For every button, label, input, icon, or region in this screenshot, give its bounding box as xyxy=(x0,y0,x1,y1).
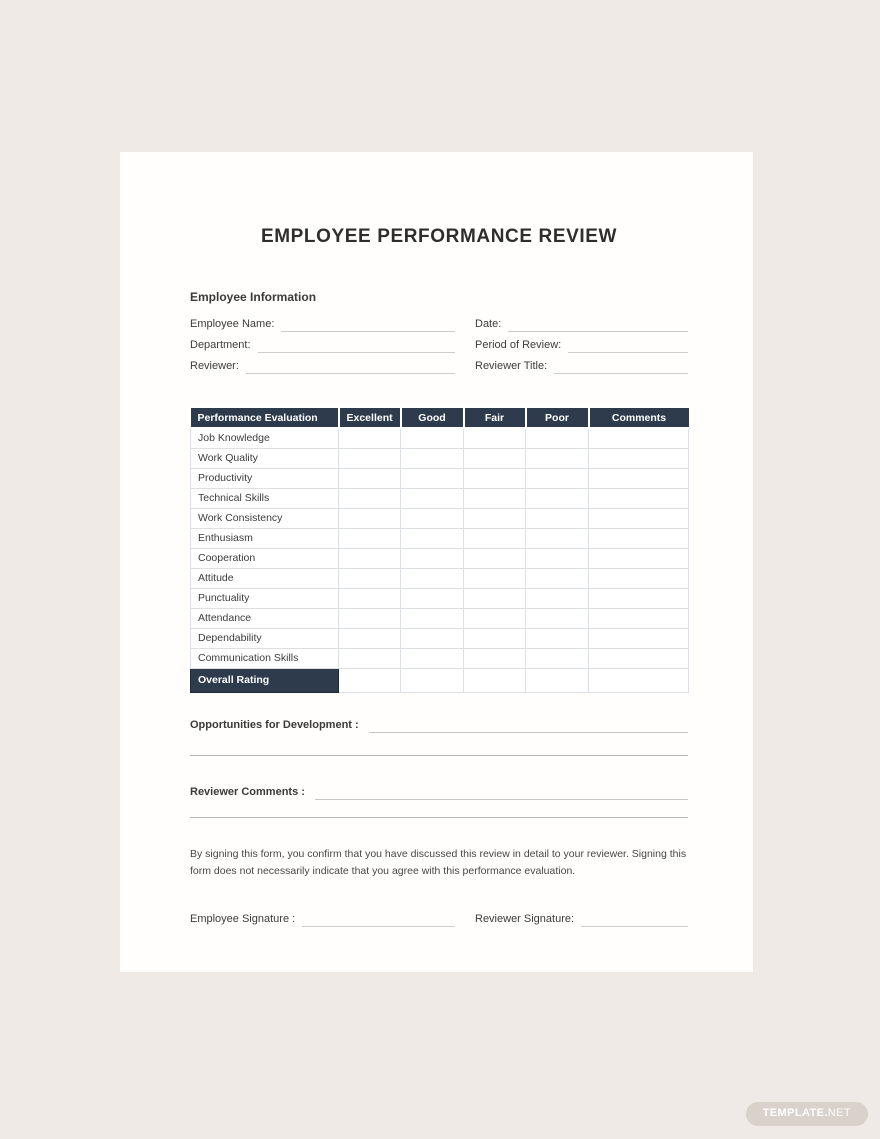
employee-signature-label: Employee Signature : xyxy=(190,913,296,926)
employee-signature-field xyxy=(190,912,455,927)
reviewer-comments-label: Reviewer Comments : xyxy=(190,785,305,798)
document-page xyxy=(120,152,753,972)
comments-cell[interactable] xyxy=(589,508,689,528)
criterion-label: Work Quality xyxy=(191,448,339,468)
evaluation-row xyxy=(191,468,689,488)
reviewer-signature-field xyxy=(475,912,688,927)
signing-disclaimer: By signing this form, you confirm that you have discussed this review in detail to your reviewer. Signing this form does not necessarily indicate that you agree with this performance evaluation. xyxy=(190,847,687,877)
reviewer-field xyxy=(190,359,455,374)
reviewer-comments-input-line-2[interactable] xyxy=(190,817,688,818)
excellent-rating-cell[interactable] xyxy=(339,548,401,568)
fair-rating-cell[interactable] xyxy=(464,668,526,692)
evaluation-row xyxy=(191,608,689,628)
excellent-rating-cell[interactable] xyxy=(339,608,401,628)
date-label: Date: xyxy=(475,318,502,330)
excellent-rating-cell[interactable] xyxy=(339,508,401,528)
watermark-brand-light: NET xyxy=(827,1107,851,1119)
template-net-watermark[interactable] xyxy=(746,1102,868,1126)
comments-cell[interactable] xyxy=(589,588,689,608)
evaluation-table-body xyxy=(191,428,689,692)
column-header-poor: Poor xyxy=(526,407,589,428)
criterion-label: Communication Skills xyxy=(191,648,339,668)
department-field xyxy=(190,338,455,353)
fair-rating-cell[interactable] xyxy=(464,428,526,448)
comments-cell[interactable] xyxy=(589,448,689,468)
comments-cell[interactable] xyxy=(589,628,689,648)
good-rating-cell[interactable] xyxy=(401,528,464,548)
period-of-review-label: Period of Review: xyxy=(475,339,562,351)
poor-rating-cell[interactable] xyxy=(526,548,589,568)
reviewer-label: Reviewer: xyxy=(190,360,239,372)
comments-cell[interactable] xyxy=(589,668,689,692)
excellent-rating-cell[interactable] xyxy=(339,488,401,508)
excellent-rating-cell[interactable] xyxy=(339,428,401,448)
reviewer-title-field xyxy=(475,359,688,374)
comments-cell[interactable] xyxy=(589,468,689,488)
field-row xyxy=(190,311,688,332)
poor-rating-cell[interactable] xyxy=(526,608,589,628)
field-row xyxy=(190,353,688,374)
excellent-rating-cell[interactable] xyxy=(339,588,401,608)
excellent-rating-cell[interactable] xyxy=(339,528,401,548)
good-rating-cell[interactable] xyxy=(401,568,464,588)
document-title: EMPLOYEE PERFORMANCE REVIEW xyxy=(260,226,618,247)
poor-rating-cell[interactable] xyxy=(526,508,589,528)
fair-rating-cell[interactable] xyxy=(464,528,526,548)
department-input-line[interactable] xyxy=(258,338,455,353)
fair-rating-cell[interactable] xyxy=(464,548,526,568)
column-header-good: Good xyxy=(401,407,464,428)
good-rating-cell[interactable] xyxy=(401,448,464,468)
development-label: Opportunities for Development : xyxy=(190,718,359,731)
good-rating-cell[interactable] xyxy=(401,588,464,608)
development-input-line-2[interactable] xyxy=(190,755,688,756)
overall-rating-row xyxy=(191,668,689,692)
good-rating-cell[interactable] xyxy=(401,548,464,568)
criterion-label: Job Knowledge xyxy=(191,428,339,448)
poor-rating-cell[interactable] xyxy=(526,588,589,608)
poor-rating-cell[interactable] xyxy=(526,668,589,692)
evaluation-table xyxy=(190,406,689,693)
column-header-performance-evaluation: Performance Evaluation xyxy=(191,407,339,428)
fair-rating-cell[interactable] xyxy=(464,648,526,668)
fair-rating-cell[interactable] xyxy=(464,468,526,488)
evaluation-row xyxy=(191,488,689,508)
column-header-excellent: Excellent xyxy=(339,407,401,428)
criterion-label: Cooperation xyxy=(191,548,339,568)
evaluation-row xyxy=(191,448,689,468)
fair-rating-cell[interactable] xyxy=(464,568,526,588)
department-label: Department: xyxy=(190,339,251,351)
poor-rating-cell[interactable] xyxy=(526,528,589,548)
reviewer-comments-input-line[interactable] xyxy=(315,786,688,800)
criterion-label: Enthusiasm xyxy=(191,528,339,548)
reviewer-title-input-line[interactable] xyxy=(554,359,688,374)
poor-rating-cell[interactable] xyxy=(526,468,589,488)
evaluation-row xyxy=(191,568,689,588)
comments-cell[interactable] xyxy=(589,548,689,568)
period-of-review-field xyxy=(475,338,688,353)
employee-information-section xyxy=(190,290,688,374)
comments-cell[interactable] xyxy=(589,488,689,508)
watermark-brand-bold: TEMPLATE. xyxy=(762,1107,828,1119)
good-rating-cell[interactable] xyxy=(401,628,464,648)
fair-rating-cell[interactable] xyxy=(464,508,526,528)
good-rating-cell[interactable] xyxy=(401,508,464,528)
evaluation-row xyxy=(191,528,689,548)
column-header-fair: Fair xyxy=(464,407,526,428)
employee-information-heading: Employee Information xyxy=(190,290,317,304)
signature-row xyxy=(190,912,688,927)
period-of-review-input-line[interactable] xyxy=(568,338,688,353)
fair-rating-cell[interactable] xyxy=(464,588,526,608)
reviewer-signature-label: Reviewer Signature: xyxy=(475,913,575,926)
date-input-line[interactable] xyxy=(508,317,688,332)
field-row xyxy=(190,332,688,353)
comments-cell[interactable] xyxy=(589,428,689,448)
date-field xyxy=(475,317,688,332)
fair-rating-cell[interactable] xyxy=(464,628,526,648)
overall-rating-label: Overall Rating xyxy=(191,668,339,692)
poor-rating-cell[interactable] xyxy=(526,488,589,508)
comments-cell[interactable] xyxy=(589,528,689,548)
good-rating-cell[interactable] xyxy=(401,648,464,668)
evaluation-row xyxy=(191,508,689,528)
employee-name-input-line[interactable] xyxy=(281,317,455,332)
good-rating-cell[interactable] xyxy=(401,608,464,628)
poor-rating-cell[interactable] xyxy=(526,448,589,468)
reviewer-comments-section xyxy=(190,786,688,818)
column-header-comments: Comments xyxy=(589,407,689,428)
reviewer-title-label: Reviewer Title: xyxy=(475,360,548,372)
excellent-rating-cell[interactable] xyxy=(339,448,401,468)
reviewer-signature-line[interactable] xyxy=(581,912,688,927)
criterion-label: Attitude xyxy=(191,568,339,588)
fair-rating-cell[interactable] xyxy=(464,488,526,508)
employee-name-label: Employee Name: xyxy=(190,318,275,330)
criterion-label: Technical Skills xyxy=(191,488,339,508)
excellent-rating-cell[interactable] xyxy=(339,648,401,668)
fair-rating-cell[interactable] xyxy=(464,608,526,628)
poor-rating-cell[interactable] xyxy=(526,428,589,448)
good-rating-cell[interactable] xyxy=(401,668,464,692)
criterion-label: Productivity xyxy=(191,468,339,488)
criterion-label: Punctuality xyxy=(191,588,339,608)
good-rating-cell[interactable] xyxy=(401,468,464,488)
evaluation-row xyxy=(191,548,689,568)
good-rating-cell[interactable] xyxy=(401,428,464,448)
excellent-rating-cell[interactable] xyxy=(339,568,401,588)
evaluation-row xyxy=(191,648,689,668)
employee-name-field xyxy=(190,317,455,332)
fair-rating-cell[interactable] xyxy=(464,448,526,468)
employee-signature-line[interactable] xyxy=(302,912,455,927)
reviewer-input-line[interactable] xyxy=(246,359,455,374)
comments-cell[interactable] xyxy=(589,568,689,588)
evaluation-table-head-row xyxy=(191,407,689,428)
poor-rating-cell[interactable] xyxy=(526,628,589,648)
evaluation-row xyxy=(191,628,689,648)
comments-cell[interactable] xyxy=(589,648,689,668)
excellent-rating-cell[interactable] xyxy=(339,668,401,692)
evaluation-row xyxy=(191,588,689,608)
poor-rating-cell[interactable] xyxy=(526,568,589,588)
good-rating-cell[interactable] xyxy=(401,488,464,508)
evaluation-row xyxy=(191,428,689,448)
poor-rating-cell[interactable] xyxy=(526,648,589,668)
criterion-label: Work Consistency xyxy=(191,508,339,528)
criterion-label: Dependability xyxy=(191,628,339,648)
comments-cell[interactable] xyxy=(589,608,689,628)
criterion-label: Attendance xyxy=(191,608,339,628)
excellent-rating-cell[interactable] xyxy=(339,628,401,648)
excellent-rating-cell[interactable] xyxy=(339,468,401,488)
development-input-line[interactable] xyxy=(369,719,688,733)
development-section xyxy=(190,719,688,756)
